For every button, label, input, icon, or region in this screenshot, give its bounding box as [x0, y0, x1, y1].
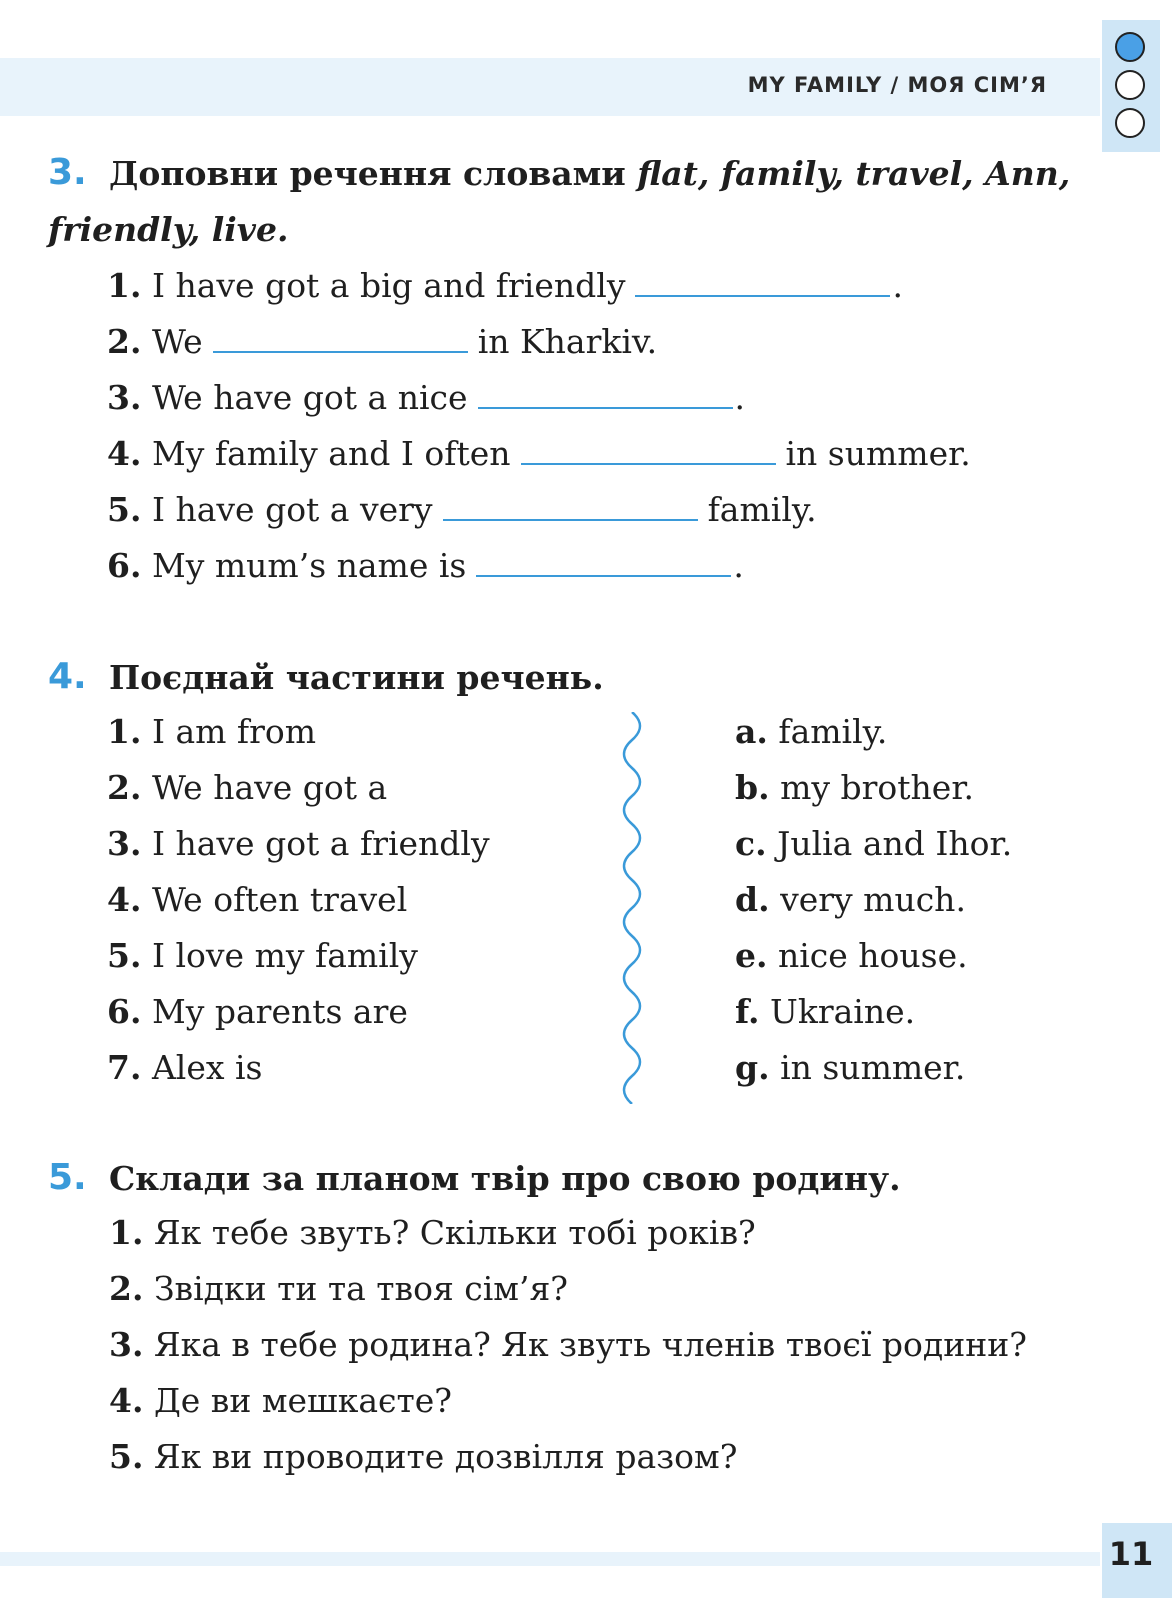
task-5-heading: Склади за планом твір про свою родину. [109, 1159, 901, 1198]
item-letter: d. [735, 880, 770, 919]
item-number: 4. [107, 880, 142, 919]
item-text: Звідки ти та твоя сім’я? [153, 1269, 568, 1308]
task-5-item-1 [109, 1213, 756, 1252]
item-number: 3. [107, 824, 142, 863]
item-number: 2. [109, 1269, 144, 1308]
task-5-number: 5. [48, 1157, 87, 1198]
task-4-right-item-a[interactable] [735, 712, 887, 751]
task-4-left-item-7[interactable] [107, 1048, 262, 1087]
sentence-start: My family and I often [151, 434, 511, 473]
sentence-start: My mum’s name is [151, 546, 467, 585]
item-letter: c. [735, 824, 767, 863]
sentence-end: in Kharkiv. [477, 322, 658, 361]
sentence-end: in summer. [785, 434, 971, 473]
item-number: 5. [107, 490, 142, 529]
task-3-heading-words: flat, family, travel, Ann, [637, 154, 1071, 193]
item-number: 2. [107, 768, 142, 807]
task-4-left-item-4[interactable] [107, 880, 407, 919]
page-number-box [1102, 1523, 1172, 1598]
item-text: I have got a friendly [151, 824, 490, 863]
task-4-right-item-d[interactable] [735, 880, 966, 919]
item-text: My parents are [151, 992, 408, 1031]
task-5-item-5 [109, 1437, 737, 1476]
item-text: Як ви проводите дозвілля разом? [153, 1437, 738, 1476]
task-4-left-item-1[interactable] [107, 712, 316, 751]
task-3-heading [109, 154, 1070, 193]
sentence-start: I have got a very [151, 490, 433, 529]
item-text: We have got a [151, 768, 388, 807]
item-text: Alex is [151, 1048, 263, 1087]
answer-blank-3[interactable] [478, 377, 733, 409]
task-5-item-2 [109, 1269, 568, 1308]
item-number: 4. [109, 1381, 144, 1420]
answer-blank-4[interactable] [521, 433, 776, 465]
task-5-item-4 [109, 1381, 452, 1420]
answer-blank-5[interactable] [443, 489, 698, 521]
item-number: 4. [107, 434, 142, 473]
sentence-start: We have got a nice [151, 378, 468, 417]
task-4-number: 4. [48, 656, 87, 697]
task-4-left-item-6[interactable] [107, 992, 408, 1031]
item-text: Яка в тебе родина? Як звуть членів твоєї родини? [153, 1325, 1027, 1364]
task-3-heading-text: Доповни речення словами [109, 154, 638, 193]
answer-blank-2[interactable] [213, 321, 468, 353]
item-number: 1. [107, 266, 142, 305]
item-number: 6. [107, 546, 142, 585]
sentence-start: I have got a big and friendly [151, 266, 626, 305]
level-dot-1-icon [1115, 32, 1145, 62]
sentence-end: . [734, 378, 746, 417]
item-letter: f. [735, 992, 760, 1031]
item-number: 3. [109, 1325, 144, 1364]
item-number: 1. [109, 1213, 144, 1252]
item-text: nice house. [777, 936, 968, 975]
item-text: We often travel [151, 880, 408, 919]
sentence-start: We [151, 322, 203, 361]
item-number: 5. [109, 1437, 144, 1476]
item-number: 2. [107, 322, 142, 361]
task-4-right-item-b[interactable] [735, 768, 974, 807]
answer-blank-6[interactable] [476, 545, 731, 577]
item-letter: b. [735, 768, 770, 807]
task-3-number: 3. [48, 152, 87, 193]
level-dot-3-icon [1115, 108, 1145, 138]
sentence-end: family. [707, 490, 817, 529]
item-text: Julia and Ihor. [777, 824, 1013, 863]
task-3-heading-words-continued: friendly, live. [48, 210, 289, 249]
footer-band [0, 1552, 1100, 1566]
item-letter: a. [735, 712, 768, 751]
answer-blank-1[interactable] [635, 265, 890, 297]
task-4-right-item-e[interactable] [735, 936, 968, 975]
item-letter: g. [735, 1048, 770, 1087]
task-4-right-item-f[interactable] [735, 992, 915, 1031]
item-text: very much. [780, 880, 966, 919]
sentence-end: . [733, 546, 744, 585]
task-4-left-item-3[interactable] [107, 824, 490, 863]
task-3-item-6 [107, 545, 744, 585]
task-3-item-2 [107, 321, 657, 361]
task-3-item-3 [107, 377, 745, 417]
item-text: I am from [151, 712, 317, 751]
task-5-item-3 [109, 1325, 1027, 1364]
item-text: I love my family [151, 936, 418, 975]
item-number: 3. [107, 378, 142, 417]
item-text: Ukraine. [770, 992, 916, 1031]
task-4-left-item-5[interactable] [107, 936, 418, 975]
divider-squiggle-icon [618, 712, 658, 1104]
item-letter: e. [735, 936, 768, 975]
task-4-right-item-g[interactable] [735, 1048, 965, 1087]
task-4-heading: Поєднай частини речень. [109, 658, 604, 697]
task-4-right-item-c[interactable] [735, 824, 1012, 863]
task-3-item-1 [107, 265, 903, 305]
item-text: my brother. [780, 768, 974, 807]
level-dot-2-icon [1115, 70, 1145, 100]
task-3-item-5 [107, 489, 817, 529]
item-text: Де ви мешкаєте? [153, 1381, 453, 1420]
page-number: 11 [1108, 1535, 1154, 1573]
item-number: 1. [107, 712, 142, 751]
difficulty-indicator [1102, 20, 1160, 152]
item-text: Як тебе звуть? Скільки тобі років? [153, 1213, 756, 1252]
item-text: in summer. [780, 1048, 966, 1087]
item-text: family. [778, 712, 888, 751]
page-header-title: MY FAMILY / МОЯ СІМ’Я [747, 73, 1047, 97]
item-number: 6. [107, 992, 142, 1031]
sentence-end: . [892, 266, 903, 305]
task-4-left-item-2[interactable] [107, 768, 387, 807]
item-number: 7. [107, 1048, 142, 1087]
item-number: 5. [107, 936, 142, 975]
task-3-item-4 [107, 433, 971, 473]
